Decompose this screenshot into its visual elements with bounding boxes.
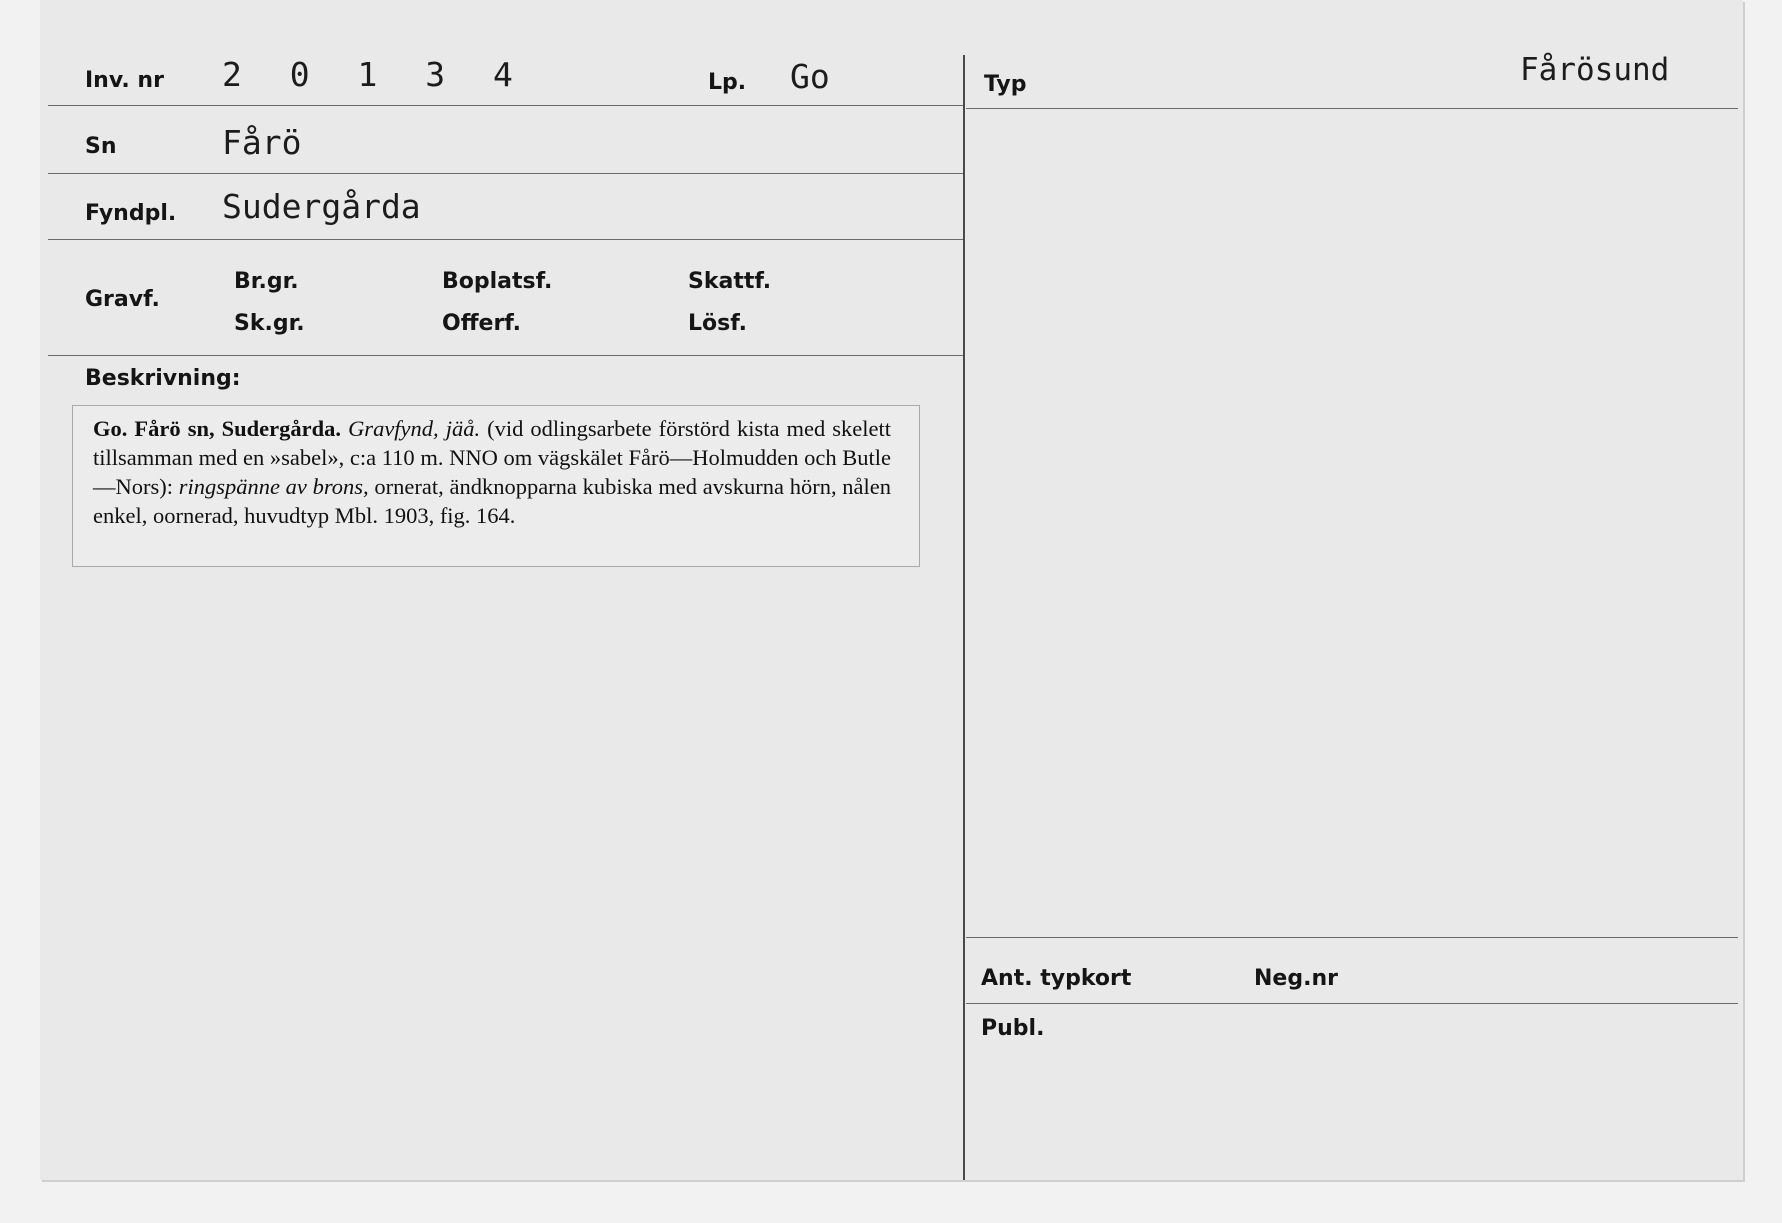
rule-sn bbox=[48, 173, 964, 174]
negnr-label: Neg.nr bbox=[1254, 966, 1338, 991]
rule-top-left bbox=[48, 105, 964, 106]
rule-gravf bbox=[48, 355, 964, 356]
column-divider bbox=[963, 55, 965, 1180]
description-italic-1: Gravfynd, jäå. bbox=[348, 416, 481, 441]
rule-typ bbox=[966, 108, 1738, 109]
beskrivning-label: Beskrivning: bbox=[85, 366, 241, 391]
fyndpl-label: Fyndpl. bbox=[85, 201, 177, 226]
sn-value: Fårö bbox=[222, 123, 302, 162]
boplatsf-label: Boplatsf. bbox=[442, 269, 553, 294]
description-text-2: ornerat, ändknopparna kubiska med avskurna hörn, nålen enkel, oornerad, huvudtyp Mbl. 1903, fig. 164. bbox=[93, 474, 892, 528]
sn-label: Sn bbox=[85, 134, 117, 159]
rule-fyndpl bbox=[48, 239, 964, 240]
skattf-label: Skattf. bbox=[688, 269, 772, 294]
ant-typkort-label: Ant. typkort bbox=[981, 966, 1132, 991]
rule-ant-typkort bbox=[966, 937, 1738, 938]
typ-value: Fårösund bbox=[1520, 52, 1670, 88]
description-lead: Go. Fårö sn, Sudergårda. bbox=[93, 416, 342, 441]
brgr-label: Br.gr. bbox=[234, 269, 299, 294]
rule-publ bbox=[966, 1003, 1738, 1004]
lp-label: Lp. bbox=[708, 70, 747, 95]
fyndpl-value: Sudergårda bbox=[222, 187, 421, 226]
inv-nr-label: Inv. nr bbox=[85, 68, 164, 93]
inv-nr-value: 2 0 1 3 4 bbox=[222, 55, 527, 94]
offerf-label: Offerf. bbox=[442, 311, 522, 336]
description-text-1: (vid odlingsarbete förstörd kista med skelett tillsamman med en »sabel», c:a 110 m. NNO om vägskälet Fårö—Holmudden och Butle—Nors): bbox=[93, 416, 892, 499]
description-clipping bbox=[72, 405, 920, 567]
typ-label: Typ bbox=[984, 72, 1027, 97]
description-italic-2: ringspänne av brons, bbox=[178, 474, 369, 499]
losf-label: Lösf. bbox=[688, 311, 747, 336]
skgr-label: Sk.gr. bbox=[234, 311, 305, 336]
publ-label: Publ. bbox=[981, 1016, 1045, 1041]
lp-value: Go bbox=[790, 57, 830, 96]
gravf-label: Gravf. bbox=[85, 287, 160, 312]
